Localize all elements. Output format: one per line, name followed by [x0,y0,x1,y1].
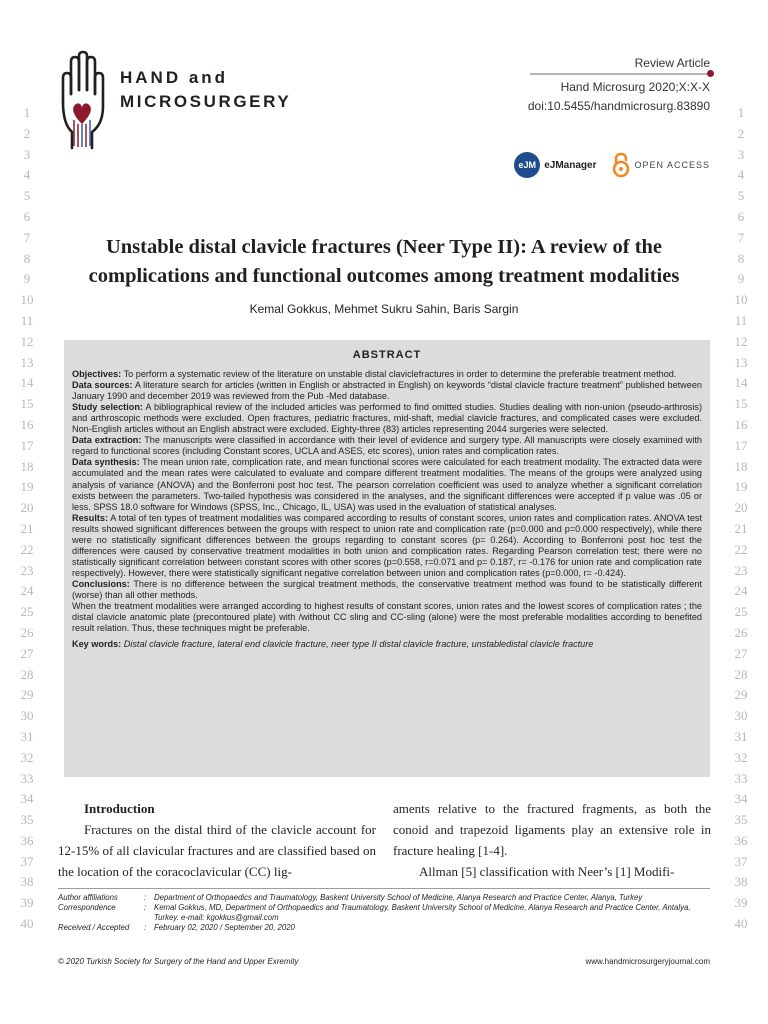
ejm-label: eJManager [544,159,597,171]
line-number: 10 [734,292,748,308]
line-number: 26 [734,624,748,640]
line-number: 40 [734,916,748,932]
line-number: 39 [20,895,34,911]
line-number: 31 [734,728,748,744]
page-footer [58,957,710,966]
ejmanager-badge[interactable] [514,152,596,178]
abstract-selection [72,402,702,435]
line-number: 5 [737,188,745,204]
line-number: 34 [20,791,34,807]
open-access-lock-icon [612,152,630,178]
header-rule [530,73,710,75]
line-number: 10 [20,292,34,308]
line-number: 22 [20,541,34,557]
line-number: 16 [20,416,34,432]
affiliation-value: Department of Orthopaedics and Traumatology, Baskent University School of Medicine, Alanya Research and Practice Center, Alanya, Turkey [154,893,643,902]
abstract-box [64,340,710,777]
correspondence-label: Correspondence [58,903,116,912]
line-number: 16 [734,416,748,432]
line-number: 20 [734,500,748,516]
line-number: 19 [734,479,748,495]
line-number: 24 [20,583,34,599]
affiliation-label: Author affiliations [58,893,118,902]
line-number: 35 [734,812,748,828]
line-number: 6 [23,208,31,224]
line-number: 17 [734,437,748,453]
affiliations-block [58,893,710,933]
line-number: 33 [20,770,34,786]
line-number: 1 [737,105,745,120]
line-number: 11 [734,312,748,328]
copyright-notice: © 2020 Turkish Society for Surgery of the Hand and Upper Exremity [58,957,299,966]
line-number: 28 [734,666,748,682]
publisher-badges [514,152,710,178]
journal-name [120,68,291,112]
line-number: 28 [20,666,34,682]
journal-website-link[interactable]: www.handmicrosurgeryjournal.com [585,957,710,966]
synthesis-text: The mean union rate, complication rate, and mean functional scores were calculated for each treatment modality. The extracted data were accumulated and the mean rates were calculated to evaluate and compare different treatment modalities. The means of the groups were analyzed using analysis of variance (ANOVA) and the Bonferroni post hoc test. The pearson correlation coefficient was used to analyze whether a significant correlation exists between the parameters. Two-tailed hypothesis was considered in the analyses, and the significant differences were accepted if p value was .05 or less. SPSS 18.0 software for Windows (SPSS, Inc., Chicago, IL, USA) was used in the evaluation of statistical analyses. [72,457,702,512]
line-number: 36 [734,832,748,848]
article-authors: Kemal Gokkus, Mehmet Sukru Sahin, Baris Sargin [249,302,519,316]
line-number: 17 [20,437,34,453]
line-number: 8 [737,250,745,266]
abstract-conclusions-2: When the treatment modalities were arranged according to highest results of constant scores, union rates and the lowest scores of complication rates ; the distal clavicle anatomic plate (precontoured plate) with /without CC sling and CC-sling (alone) were the most preferable modalities according to benefited result relation. Thus, these techniques might be preferable. [72,601,702,634]
synthesis-label: Data synthesis: [72,457,140,468]
abstract-conclusions [72,579,702,601]
affiliation-separator: : [144,893,147,902]
line-number: 31 [20,728,34,744]
line-number: 38 [734,874,748,890]
line-number: 2 [737,125,745,141]
line-number: 3 [737,146,745,162]
abstract-extraction [72,435,702,457]
open-access-label: OPEN ACCESS [634,160,710,170]
hand-logo-icon [56,50,108,150]
line-number: 40 [20,916,34,932]
allman-paragraph: Allman [5] classification with Neer’s [1] Modifi- [419,864,675,879]
correspondence-separator: : [144,903,147,912]
dates-label: Received / Accepted [58,923,130,932]
line-number: 2 [23,125,31,141]
line-number: 1 [23,105,31,120]
line-number: 9 [737,271,745,287]
correspondence-value: Kemal Gokkus, MD, Department of Orthopaedics and Traumatology, Baskent University School of Medicine, Alanya Research and Practice Center, Antalya, Turkey. e-mail: kgokkus@gmail.com [154,903,691,922]
line-number: 38 [20,874,34,890]
journal-name-line1: HAND and [120,68,229,87]
abstract-keywords [72,639,702,650]
open-access-badge[interactable] [612,152,710,178]
extraction-text: The manuscripts were classified in accordance with their level of evidence and surgery type. All manuscripts were closely examined with regard to functional scores (including Constant scores, UCLA and ASES, etc scores), union rates and complication rates. [72,435,702,457]
line-number: 25 [20,604,34,620]
abstract-synthesis [72,457,702,512]
keywords-text: Distal clavicle fracture, lateral end clavicle fracture, neer type II distal clavicle fracture, unstabledistal clavicle fracture [121,639,594,650]
line-number: 36 [20,832,34,848]
article-title: Unstable distal clavicle fractures (Neer Type II): A review of the complications and functional outcomes among treatment modalities [88,236,680,287]
sources-text: A literature search for articles (written in English or abstracted in English) on keywords “distal clavicle fracture treatment” published between January 1990 and december 2019 was reviewed from the Pub -Med database. [72,380,702,402]
line-number: 15 [20,396,34,412]
line-number: 22 [734,541,748,557]
line-number: 14 [20,375,34,391]
line-number: 35 [20,812,34,828]
line-number: 19 [20,479,34,495]
line-number: 32 [734,749,748,765]
line-number: 30 [20,708,34,724]
results-text: A total of ten types of treatment modalities was compared according to results of constant scores, union rates and complication rates. ANOVA test results showed significant differences between the groups with respect to union rate and complication rate (p=0.000 and p=0.000 respectively), while there were no statistically significant differences between the groups regarding to constant scores (p= 0.264). According to Bonferroni post hoc test the differences were caused by conservative treatment modalities in both union and complication rates. Regarding Pearson correlation test; there were no statistically significant correlation between constant scores with other scores (p=0.558, r=0.071 and p= 0.187, r= -0.176 for union rate and complication rate respectively). However, there were statistically significant negative correlation between union and complication rates (p=0.000, r= -0.424). [72,512,702,578]
doi-link[interactable]: doi:10.5455/handmicrosurg.83890 [527,99,710,113]
line-number: 20 [20,500,34,516]
correspondence-row [58,903,710,923]
citation: Hand Microsurg 2020;X:X-X [560,80,710,94]
line-number: 21 [20,520,34,536]
journal-name-line2: MICROSURGERY [120,92,292,111]
line-number: 12 [734,333,748,349]
dates-value: February 02, 2020 / September 20, 2020 [154,923,295,932]
line-number: 23 [734,562,748,578]
abstract-objectives [72,369,702,380]
body-column-right [393,798,711,882]
rule-dot-icon [707,70,714,77]
line-number: 27 [20,645,34,661]
intro-paragraph-continued: aments relative to the fractured fragments, as both the conoid and trapezoid ligaments play an extensive role in fracture healing [1-4]. [393,801,711,858]
article-header-info [528,55,710,116]
intro-paragraph: Fractures on the distal third of the clavicle account for 12-15% of all clavicular fractures and are classified based on the location of the coracoclavicular (CC) lig- [58,822,376,879]
line-number: 12 [20,333,34,349]
body-column-left [58,798,376,882]
introduction-heading: Introduction [84,801,155,816]
line-number: 37 [20,853,34,869]
line-number: 13 [734,354,748,370]
line-number: 29 [734,687,748,703]
line-number: 6 [737,208,745,224]
line-number: 7 [737,229,745,245]
ejm-logo-icon: eJM [514,152,540,178]
line-numbers-right [726,103,756,935]
line-number: 32 [20,749,34,765]
line-number: 9 [23,271,31,287]
line-number: 29 [20,687,34,703]
line-number: 11 [20,312,34,328]
line-number: 27 [734,645,748,661]
line-number: 21 [734,520,748,536]
conclusions-label: Conclusions: [72,578,130,589]
line-number: 13 [20,354,34,370]
line-number: 4 [737,167,745,183]
extraction-label: Data extraction: [72,435,142,446]
line-number: 24 [734,583,748,599]
sources-label: Data sources: [72,380,133,391]
objectives-label: Objectives: [72,369,122,380]
line-number: 37 [734,853,748,869]
abstract-sources [72,380,702,402]
affiliation-row [58,893,710,903]
line-number: 8 [23,250,31,266]
line-number: 5 [23,188,31,204]
line-number: 34 [734,791,748,807]
abstract-heading: ABSTRACT [352,349,422,361]
line-number: 18 [734,458,748,474]
conclusions-text: There is no difference between the surgical treatment methods, the conservative treatment method was found to be statistically different (worse) than all other methods. [72,578,702,600]
objectives-text: To perform a systematic review of the literature on unstable distal claviclefractures in order to determine the preferable treatment method. [121,369,677,380]
dates-separator: : [144,923,147,932]
selection-label: Study selection: [72,402,143,413]
selection-text: A bibliographical review of the included articles was performed to find omitted studies. Studies dealing with non-union (pseudo-arthrosis) and arthroscopic methods were excluded. Open fractures, pediatric fractures, mid-shaft, medial clavicle fractures, and complicated cases were excluded. Non-English articles without an English abstract were excluded. Eighty-three (83) articles representing 2044 surgeries were selected. [72,402,702,435]
abstract-results [72,513,702,579]
line-number: 7 [23,229,31,245]
article-type: Review Article [634,56,710,70]
line-number: 18 [20,458,34,474]
line-number: 3 [23,146,31,162]
line-number: 25 [734,604,748,620]
line-numbers-left [12,103,42,935]
line-number: 14 [734,375,748,391]
dates-row [58,923,710,933]
results-label: Results: [72,512,109,523]
line-number: 15 [734,396,748,412]
line-number: 33 [734,770,748,786]
line-number: 23 [20,562,34,578]
line-number: 39 [734,895,748,911]
line-number: 26 [20,624,34,640]
affiliations-divider [58,888,710,889]
line-number: 30 [734,708,748,724]
keywords-label: Key words: [72,639,122,650]
line-number: 4 [23,167,31,183]
